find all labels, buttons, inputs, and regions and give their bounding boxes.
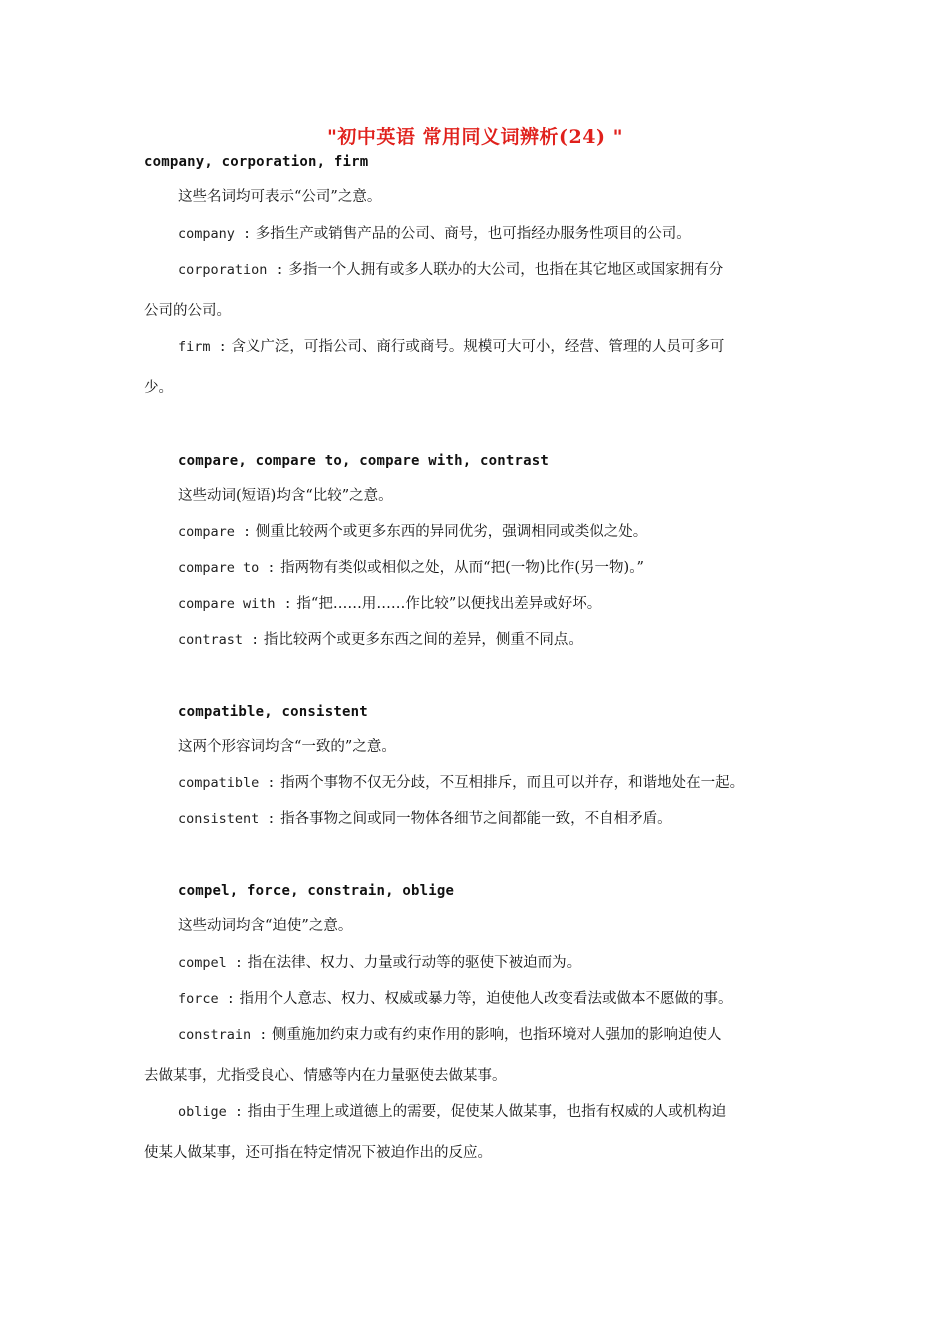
entry-desc: 指由于生理上或道德上的需要，促使某人做某事，也指有权威的人或机构迫: [247, 1104, 727, 1120]
entry-term: compel :: [178, 955, 244, 971]
section-intro: 这些动词均含“迫使”之意。: [178, 918, 353, 934]
entry-term: contrast :: [178, 632, 260, 648]
entry-desc: 指“把……用……作比较”以便找出差异或好坏。: [296, 596, 602, 612]
entry-desc-continued: 使某人做某事，还可指在特定情况下被迫作出的反应。: [144, 1145, 492, 1161]
entry-desc: 侧重施加约束力或有约束作用的影响，也指环境对人强加的影响迫使人: [272, 1027, 722, 1043]
entry-term: compare :: [178, 524, 252, 540]
entry-desc: 指各事物之间或同一物体各细节之间都能一致，不自相矛盾。: [280, 811, 672, 827]
entry: [178, 630, 583, 650]
entry: [178, 773, 744, 793]
section-intro: 这些动词(短语)均含“比较”之意。: [178, 488, 393, 504]
entry: [178, 989, 733, 1009]
entry-term: compare with :: [178, 596, 292, 612]
section-heading: compatible, consistent: [178, 704, 368, 720]
entry-term: corporation :: [178, 262, 284, 278]
entry: [178, 1102, 726, 1122]
entry: [178, 594, 601, 614]
entry-desc: 指用个人意志、权力、权威或暴力等，迫使他人改变看法或做本不愿做的事。: [239, 991, 733, 1007]
entry-desc-continued: 少。: [144, 380, 173, 396]
entry-term: compare to :: [178, 560, 276, 576]
entry-desc: 侧重比较两个或更多东西的异同优劣，强调相同或类似之处。: [255, 524, 648, 540]
entry: [178, 260, 723, 280]
entry: [178, 558, 644, 578]
entry-term: compatible :: [178, 775, 276, 791]
entry-term: constrain :: [178, 1027, 268, 1043]
entry: [178, 953, 581, 973]
entry-term: consistent :: [178, 811, 276, 827]
entry: [178, 337, 724, 357]
entry-desc: 指两物有类似或相似之处，从而“把(一物)比作(另一物)。”: [280, 560, 644, 576]
entry-term: company :: [178, 226, 252, 242]
entry-desc: 含义广泛，可指公司、商行或商号。规模可大可小，经营、管理的人员可多可: [231, 339, 725, 355]
entry: [178, 224, 691, 244]
entry-desc-continued: 公司的公司。: [144, 303, 231, 319]
entry-term: force :: [178, 991, 235, 1007]
section-heading: company, corporation, firm: [144, 154, 369, 170]
section-intro: 这两个形容词均含“一致的”之意。: [178, 739, 396, 755]
section-heading: compel, force, constrain, oblige: [178, 883, 455, 899]
entry-desc: 多指生产或销售产品的公司、商号，也可指经办服务性项目的公司。: [255, 226, 691, 242]
section-heading: compare, compare to, compare with, contrast: [178, 453, 550, 469]
document-title: "初中英语 常用同义词辨析(24) ": [327, 126, 623, 148]
entry-desc: 指比较两个或更多东西之间的差异，侧重不同点。: [263, 632, 583, 648]
entry-desc: 指在法律、权力、力量或行动等的驱使下被迫而为。: [247, 955, 582, 971]
entry: [178, 809, 672, 829]
entry-desc: 多指一个人拥有或多人联办的大公司，也指在其它地区或国家拥有分: [288, 262, 724, 278]
entry-desc: 指两个事物不仅无分歧，不互相排斥，而且可以并存，和谐地处在一起。: [280, 775, 745, 791]
entry: [178, 1025, 722, 1045]
entry: [178, 522, 647, 542]
entry-term: oblige :: [178, 1104, 244, 1120]
section-intro: 这些名词均可表示“公司”之意。: [178, 189, 382, 205]
entry-term: firm :: [178, 339, 227, 355]
entry-desc-continued: 去做某事，尤指受良心、情感等内在力量驱使去做某事。: [144, 1068, 507, 1084]
